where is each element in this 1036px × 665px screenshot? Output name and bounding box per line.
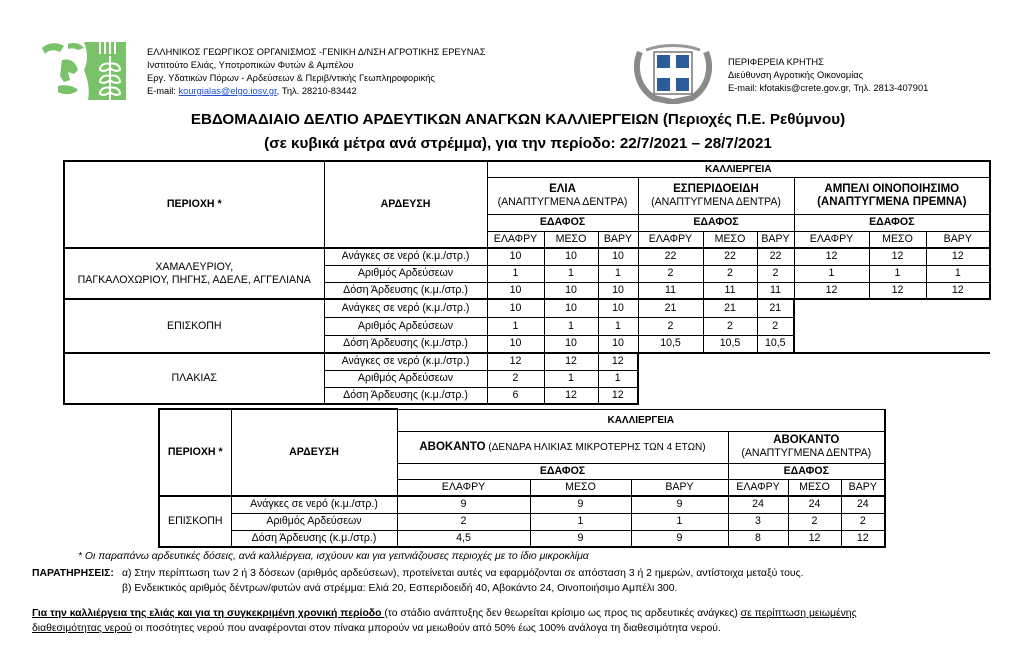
value-cell: 22 <box>638 248 703 265</box>
header-crops: ΚΑΛΛΙΕΡΓΕΙΑ <box>487 161 990 177</box>
empty-cell <box>794 299 990 317</box>
metric-label: Δόση Άρδευσης (κ.μ./στρ.) <box>324 335 487 353</box>
metric-label: Ανάγκες σε νερό (κ.μ./στρ.) <box>324 299 487 317</box>
value-cell: 21 <box>703 299 757 317</box>
soil-label: ΕΔΑΦΟΣ <box>397 463 728 479</box>
region-name-line1: ΧΑΜΑΛΕΥΡΙΟΥ, <box>155 260 234 273</box>
value-cell: 2 <box>638 317 703 335</box>
value-cell: 11 <box>703 282 757 299</box>
value-cell: 24 <box>788 496 841 513</box>
metric-label: Δόση Άρδευσης (κ.μ./στρ.) <box>231 530 397 547</box>
metric-label: Ανάγκες σε νερό (κ.μ./στρ.) <box>324 353 487 370</box>
greek-emblem <box>632 40 714 104</box>
table-row <box>64 299 990 317</box>
right-org-line3: E-mail: kfotakis@crete.gov.gr, Τηλ. 2813-407901 <box>728 83 929 93</box>
value-cell: 10 <box>544 335 598 353</box>
value-cell: 1 <box>598 370 638 387</box>
soil-heavy: ΒΑΡΥ <box>926 231 990 248</box>
olive-note-end: οι ποσότητες νερού που αναφέρονται στον πίνακα μπορούν να μειωθούν από 50% έως 100% ανάλογα τη διαθεσιμότητα νερού. <box>131 623 721 634</box>
value-cell: 12 <box>869 282 926 299</box>
value-cell: 10 <box>487 299 544 317</box>
value-cell: 1 <box>544 265 598 282</box>
value-cell: 11 <box>757 282 794 299</box>
crop-subtitle: (ΑΝΑΠΤΥΓΜΕΝΑ ΔΕΝΤΡΑ) <box>651 195 781 208</box>
value-cell: 2 <box>703 265 757 282</box>
value-cell: 2 <box>487 370 544 387</box>
value-cell: 22 <box>703 248 757 265</box>
soil-heavy: ΒΑΡΥ <box>757 231 794 248</box>
table-row <box>159 513 885 530</box>
value-cell: 10 <box>544 299 598 317</box>
metric-label: Ανάγκες σε νερό (κ.μ./στρ.) <box>324 248 487 265</box>
document-subtitle: (σε κυβικά μέτρα ανά στρέμμα), για την περίοδο: 22/7/2021 – 28/7/2021 <box>264 135 772 152</box>
value-cell: 10 <box>544 248 598 265</box>
empty-cell <box>638 370 990 387</box>
region-name: ΕΠΙΣΚΟΠΗ <box>64 299 324 353</box>
value-cell: 1 <box>544 317 598 335</box>
crop-name: ΕΛΙΑ <box>549 182 576 195</box>
value-cell: 2 <box>757 317 794 335</box>
soil-medium: ΜΕΣΟ <box>788 479 841 496</box>
olive-note-mid: (το στάδιο ανάπτυξης δεν θεωρείται κρίσιμο ως προς τις αρδευτικές ανάγκες) <box>384 608 741 619</box>
value-cell: 9 <box>631 530 728 547</box>
value-cell: 22 <box>757 248 794 265</box>
soil-label: ΕΔΑΦΟΣ <box>638 214 794 231</box>
table-row <box>64 248 990 265</box>
soil-light: ΕΛΑΦΡΥ <box>794 231 869 248</box>
crop-name: ΑΒΟΚΑΝΤΟ <box>773 434 840 446</box>
header-region: ΠΕΡΙΟΧΗ * <box>64 161 324 248</box>
greek-coat-of-arms-icon <box>632 40 714 104</box>
metric-label: Αριθμός Αρδεύσεων <box>324 317 487 335</box>
value-cell: 1 <box>598 265 638 282</box>
soil-light: ΕΛΑΦΡΥ <box>638 231 703 248</box>
soil-heavy: ΒΑΡΥ <box>841 479 885 496</box>
value-cell: 12 <box>794 282 869 299</box>
value-cell: 10,5 <box>703 335 757 353</box>
value-cell: 9 <box>397 496 530 513</box>
region-name: ΠΛΑΚΙΑΣ <box>64 353 324 404</box>
value-cell: 8 <box>728 530 788 547</box>
soil-medium: ΜΕΣΟ <box>869 231 926 248</box>
value-cell: 24 <box>728 496 788 513</box>
soil-heavy: ΒΑΡΥ <box>631 479 728 496</box>
remarks-label: ΠΑΡΑΤΗΡΗΣΕΙΣ: <box>32 568 114 579</box>
value-cell: 1 <box>794 265 869 282</box>
right-org-line2: Διεύθυνση Αγροτικής Οικονομίας <box>728 70 864 80</box>
crop-name: ΕΣΠΕΡΙΔΟΕΙΔΗ <box>673 182 759 195</box>
value-cell: 1 <box>869 265 926 282</box>
left-org-line1: ΕΛΛΗΝΙΚΟΣ ΓΕΩΡΓΙΚΟΣ ΟΡΓΑΝΙΣΜΟΣ -ΓΕΝΙΚΗ Δ/ΝΣΗ ΑΓΡΟΤΙΚΗΣ ΕΡΕΥΝΑΣ <box>147 47 486 57</box>
elgo-logo <box>40 40 134 102</box>
metric-label: Αριθμός Αρδεύσεων <box>324 265 487 282</box>
value-cell: 12 <box>544 353 598 370</box>
metric-label: Δόση Άρδευσης (κ.μ./στρ.) <box>324 387 487 404</box>
crop-header-avocado-mature <box>728 431 885 463</box>
crop-name: ΑΜΠΕΛΙ ΟΙΝΟΠΟΙΗΣΙΜΟ <box>824 182 960 195</box>
document-title: ΕΒΔΟΜΑΔΙΑΙΟ ΔΕΛΤΙΟ ΑΡΔΕΥΤΙΚΩΝ ΑΝΑΓΚΩΝ ΚΑΛΛΙΕΡΓΕΙΩΝ (Περιοχές Π.Ε. Ρεθύμνου) <box>190 111 846 128</box>
irrigation-table-avocado <box>158 408 886 548</box>
footnote: * Οι παραπάνω αρδευτικές δόσεις, ανά καλλιέργεια, ισχύουν και για γειτνιάζουσες περιοχές με το ίδιο μικροκλίμα <box>78 551 589 562</box>
soil-light: ΕΛΑΦΡΥ <box>397 479 530 496</box>
soil-light: ΕΛΑΦΡΥ <box>487 231 544 248</box>
olive-note-underline1: σε περίπτωση μειωμένης <box>740 608 857 619</box>
metric-label: Αριθμός Αρδεύσεων <box>231 513 397 530</box>
value-cell: 1 <box>598 317 638 335</box>
metric-label: Αριθμός Αρδεύσεων <box>324 370 487 387</box>
value-cell: 10 <box>598 299 638 317</box>
region-name: ΕΠΙΣΚΟΠΗ <box>159 496 231 547</box>
value-cell: 10 <box>598 335 638 353</box>
olive-note-line2 <box>32 622 721 636</box>
email-link[interactable]: kourgialas@elgo.iosv.gr <box>178 86 277 96</box>
value-cell: 2 <box>703 317 757 335</box>
crop-header-avocado-young <box>397 431 728 463</box>
value-cell: 12 <box>841 530 885 547</box>
empty-cell <box>794 335 990 353</box>
crop-header-olive <box>487 177 638 214</box>
crop-subtitle: (ΑΝΑΠΤΥΓΜΕΝΑ ΠΡΕΜΝΑ) <box>817 195 967 208</box>
soil-label: ΕΔΑΦΟΣ <box>487 214 638 231</box>
value-cell: 10 <box>487 282 544 299</box>
value-cell: 12 <box>926 282 990 299</box>
table-row <box>159 530 885 547</box>
header-crops: ΚΑΛΛΙΕΡΓΕΙΑ <box>397 409 885 431</box>
header-irrigation: ΑΡΔΕΥΣΗ <box>324 161 487 248</box>
olive-note-bold: Για την καλλιέργεια της ελιάς και για τη συγκεκριμένη χρονική περίοδο <box>32 608 385 619</box>
value-cell: 10 <box>487 335 544 353</box>
soil-medium: ΜΕΣΟ <box>703 231 757 248</box>
value-cell: 24 <box>841 496 885 513</box>
region-name-line2: ΠΑΓΚΑΛΟΧΩΡΙΟΥ, ΠΗΓΗΣ, ΑΔΕΛΕ, ΑΓΓΕΛΙΑΝΑ <box>77 273 311 286</box>
value-cell: 4,5 <box>397 530 530 547</box>
left-org-contact <box>147 85 485 98</box>
right-org-line1: ΠΕΡΙΦΕΡΕΙΑ ΚΡΗΤΗΣ <box>728 57 824 67</box>
email-label: E-mail: <box>147 86 179 96</box>
value-cell: 21 <box>638 299 703 317</box>
region-name <box>64 248 324 299</box>
value-cell: 11 <box>638 282 703 299</box>
value-cell: 10,5 <box>638 335 703 353</box>
soil-medium: ΜΕΣΟ <box>544 231 598 248</box>
empty-cell <box>794 317 990 335</box>
soil-medium: ΜΕΣΟ <box>530 479 631 496</box>
olive-note-line1 <box>32 607 857 621</box>
empty-cell <box>638 353 990 370</box>
value-cell: 12 <box>788 530 841 547</box>
value-cell: 1 <box>544 370 598 387</box>
crop-subtitle: (ΔΕΝΔΡΑ ΗΛΙΚΙΑΣ ΜΙΚΡΟΤΕΡΗΣ ΤΩΝ 4 ΕΤΩΝ) <box>485 441 706 453</box>
soil-light: ΕΛΑΦΡΥ <box>728 479 788 496</box>
crop-subtitle: (ΑΝΑΠΤΥΓΜΕΝΑ ΔΕΝΤΡΑ) <box>741 447 872 459</box>
metric-label: Ανάγκες σε νερό (κ.μ./στρ.) <box>231 496 397 513</box>
value-cell: 6 <box>487 387 544 404</box>
value-cell: 10,5 <box>757 335 794 353</box>
left-org-line3: Εργ. Υδατικών Πόρων - Αρδεύσεων & Περιβ/ντικής Γεωπληροφορικής <box>147 73 435 83</box>
value-cell: 12 <box>598 387 638 404</box>
value-cell: 1 <box>487 265 544 282</box>
soil-label: ΕΔΑΦΟΣ <box>794 214 990 231</box>
metric-label: Δόση Άρδευσης (κ.μ./στρ.) <box>324 282 487 299</box>
crop-header-citrus <box>638 177 794 214</box>
irrigation-table-main <box>63 160 991 405</box>
value-cell: 2 <box>841 513 885 530</box>
remark-b: β) Ενδεικτικός αριθμός δέντρων/φυτών ανά στρέμμα: Ελιά 20, Εσπεριδοειδή 40, Αβοκάντο 24, Οινοποιήσιμο Αμπέλι 300. <box>122 583 678 594</box>
value-cell: 1 <box>926 265 990 282</box>
crop-name: ΑΒΟΚΑΝΤΟ <box>419 440 486 453</box>
value-cell: 9 <box>530 496 631 513</box>
value-cell: 10 <box>544 282 598 299</box>
value-cell: 12 <box>544 387 598 404</box>
olive-note-underline2: διαθεσιμότητας νερού <box>32 623 132 634</box>
value-cell: 12 <box>926 248 990 265</box>
table-row <box>64 353 990 370</box>
value-cell: 12 <box>598 353 638 370</box>
value-cell: 2 <box>757 265 794 282</box>
elgo-face-wheat-icon <box>40 40 134 102</box>
value-cell: 9 <box>631 496 728 513</box>
phone-text: , Τηλ. 28210-83442 <box>276 86 357 96</box>
value-cell: 12 <box>794 248 869 265</box>
table-row <box>159 496 885 513</box>
header-region: ΠΕΡΙΟΧΗ * <box>159 409 231 496</box>
crop-subtitle: (ΑΝΑΠΤΥΓΜΕΝΑ ΔΕΝΤΡΑ) <box>497 195 628 208</box>
value-cell: 2 <box>788 513 841 530</box>
value-cell: 2 <box>638 265 703 282</box>
value-cell: 9 <box>530 530 631 547</box>
value-cell: 12 <box>869 248 926 265</box>
right-org-block <box>728 56 928 95</box>
header-irrigation: ΑΡΔΕΥΣΗ <box>231 409 397 496</box>
crop-header-vine <box>794 177 990 214</box>
left-org-line2: Ινστιτούτο Ελιάς, Υποτροπικών Φυτών & Αμπέλου <box>147 60 354 70</box>
empty-cell <box>638 387 990 404</box>
value-cell: 12 <box>487 353 544 370</box>
value-cell: 10 <box>487 248 544 265</box>
value-cell: 2 <box>397 513 530 530</box>
soil-label: ΕΔΑΦΟΣ <box>728 463 885 479</box>
value-cell: 10 <box>598 282 638 299</box>
value-cell: 3 <box>728 513 788 530</box>
value-cell: 10 <box>598 248 638 265</box>
left-org-block <box>147 46 485 98</box>
soil-heavy: ΒΑΡΥ <box>598 231 638 248</box>
value-cell: 21 <box>757 299 794 317</box>
remark-a: α) Στην περίπτωση των 2 ή 3 δόσεων (αριθμός αρδεύσεων), προτείνεται αυτές να εφαρμόζονται σε απόσταση 3 ή 2 ημερών, αντίστοιχα μεταξύ τους. <box>122 568 804 579</box>
value-cell: 1 <box>530 513 631 530</box>
value-cell: 1 <box>631 513 728 530</box>
value-cell: 1 <box>487 317 544 335</box>
